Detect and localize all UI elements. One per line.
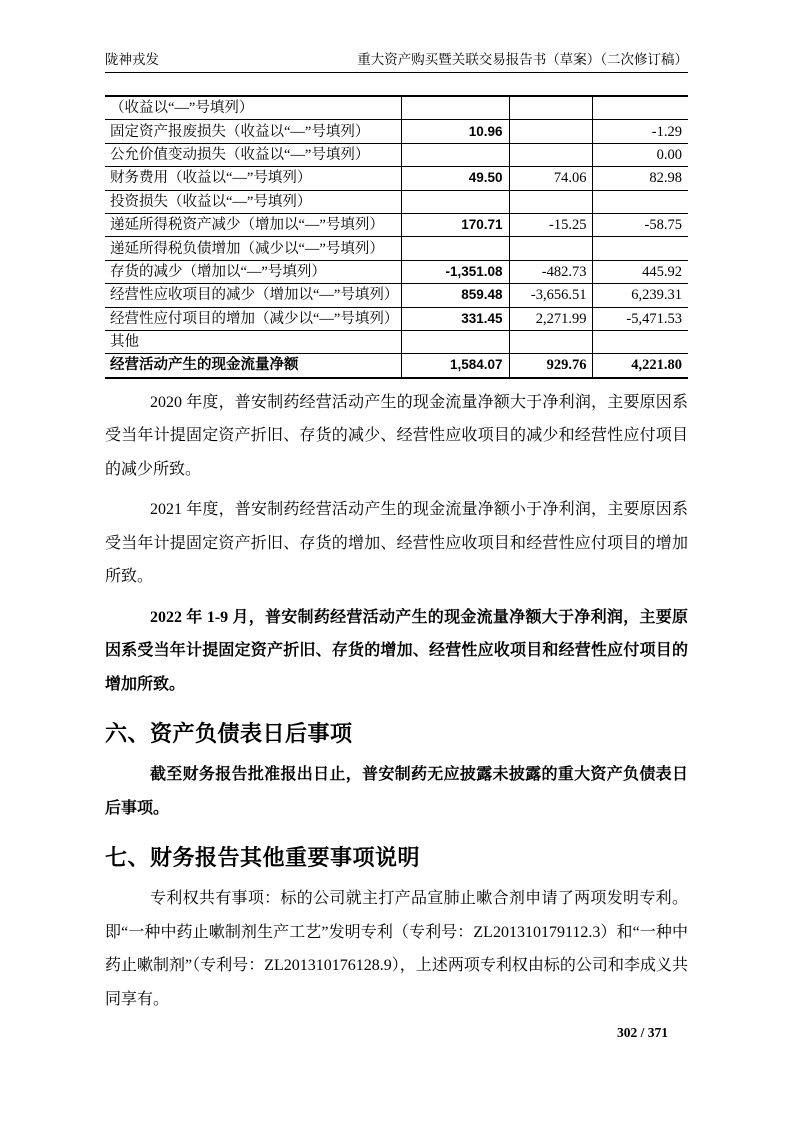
- paragraph-2020-analysis: 2020 年度，普安制药经营活动产生的现金流量净额大于净利润，主要原因系受当年计提固定资产折旧、存货的减少、经营性应收项目的减少和经营性应付项目的减少所致。: [105, 393, 688, 478]
- row-value-col2: 170.71: [402, 213, 509, 236]
- table-row: [105, 237, 688, 260]
- row-value-col3: -15.25: [509, 213, 593, 236]
- row-value-col3: 74.06: [509, 167, 593, 190]
- row-label: 投资损失（收益以“—”号填列）: [105, 190, 402, 213]
- row-value-col4: 82.98: [593, 167, 688, 190]
- row-label: 递延所得税资产减少（增加以“—”号填列）: [105, 213, 402, 236]
- table-row: [105, 330, 688, 353]
- section-7-heading: 七、财务报告其他重要事项说明: [105, 845, 421, 871]
- row-label: 经营性应收项目的减少（增加以“—”号填列）: [105, 284, 402, 307]
- table-row: [105, 167, 688, 190]
- row-value-col4: 0.00: [593, 143, 688, 166]
- row-value-col2: [402, 96, 509, 120]
- header-report-title: 重大资产购买暨关联交易报告书（草案）（二次修订稿）: [357, 52, 688, 67]
- row-value-col3: [509, 237, 593, 260]
- row-value-col3: [509, 120, 593, 143]
- row-value-col3: [509, 96, 593, 120]
- paragraph-2022-analysis: 2022 年 1-9 月，普安制药经营活动产生的现金流量净额大于净利润，主要原因系受当年计提固定资产折旧、存货的增加、经营性应收项目和经营性应付项目的增加所致。: [105, 608, 688, 693]
- row-label: 存货的减少（增加以“—”号填列）: [105, 260, 402, 283]
- section-7-paragraph: 专利权共有事项：标的公司就主打产品宣肺止嗽合剂申请了两项发明专利。即“一种中药止嗽制剂生产工艺”发明专利（专利号：ZL201310179112.3）和“一种中药止嗽制剂”（专利号：ZL201310176128.9），上述两项专利权由标的公司和李成义共同享有。: [105, 890, 688, 1008]
- row-value-col4: 445.92: [593, 260, 688, 283]
- row-label: 财务费用（收益以“—”号填列）: [105, 167, 402, 190]
- row-value-col3: [509, 143, 593, 166]
- row-value-col3: [509, 330, 593, 353]
- row-value-col3: [509, 190, 593, 213]
- row-value-col4: [593, 190, 688, 213]
- row-value-col4: [593, 237, 688, 260]
- row-value-col2: [402, 143, 509, 166]
- table-row: [105, 190, 688, 213]
- row-value-col2: 10.96: [402, 120, 509, 143]
- row-value-col3: 2,271.99: [509, 307, 593, 330]
- row-value-col4: -1.29: [593, 120, 688, 143]
- table-row: [105, 213, 688, 236]
- row-label: 公允价值变动损失（收益以“—”号填列）: [105, 143, 402, 166]
- row-value-col3: 929.76: [509, 354, 593, 378]
- table-row: [105, 143, 688, 166]
- table-row: [105, 284, 688, 307]
- page-header: [105, 52, 688, 73]
- page-footer: [617, 1025, 668, 1041]
- table-row: [105, 260, 688, 283]
- row-value-col3: -3,656.51: [509, 284, 593, 307]
- section-6-paragraph: 截至财务报告批准报出日止，普安制药无应披露未披露的重大资产负债表日后事项。: [105, 766, 688, 817]
- row-value-col2: 1,584.07: [402, 354, 509, 378]
- table-row: [105, 120, 688, 143]
- row-value-col4: [593, 330, 688, 353]
- cash-flow-table: [105, 95, 688, 379]
- row-value-col4: -58.75: [593, 213, 688, 236]
- row-value-col4: [593, 96, 688, 120]
- table-row: [105, 307, 688, 330]
- row-value-col2: [402, 237, 509, 260]
- row-label: 固定资产报废损失（收益以“—”号填列）: [105, 120, 402, 143]
- row-label: 递延所得税负债增加（减少以“—”号填列）: [105, 237, 402, 260]
- paragraph-2021-analysis: 2021 年度，普安制药经营活动产生的现金流量净额小于净利润，主要原因系受当年计提固定资产折旧、存货的增加、经营性应收项目和经营性应付项目的增加所致。: [105, 501, 688, 586]
- row-value-col3: -482.73: [509, 260, 593, 283]
- row-label: 经营活动产生的现金流量净额: [105, 354, 402, 378]
- header-company-name: 陇神戎发: [105, 52, 159, 67]
- row-value-col2: 49.50: [402, 167, 509, 190]
- row-value-col4: 6,239.31: [593, 284, 688, 307]
- cash-flow-table-body: [105, 96, 688, 378]
- row-value-col2: 859.48: [402, 284, 509, 307]
- row-value-col4: 4,221.80: [631, 357, 682, 374]
- row-label: 其他: [105, 330, 402, 353]
- table-row: [105, 354, 688, 378]
- row-value-col2: -1,351.08: [402, 260, 509, 283]
- row-value-col4: -5,471.53: [593, 307, 688, 330]
- row-label: （收益以“—”号填列）: [105, 96, 402, 120]
- page-number: 302 / 371: [616, 1025, 668, 1040]
- row-value-col2: [402, 330, 509, 353]
- row-label: 经营性应付项目的增加（减少以“—”号填列）: [105, 307, 402, 330]
- table-row: [105, 96, 688, 120]
- row-value-col2: [402, 190, 509, 213]
- row-value-col2: 331.45: [402, 307, 509, 330]
- section-6-heading: 六、资产负债表日后事项: [105, 721, 353, 747]
